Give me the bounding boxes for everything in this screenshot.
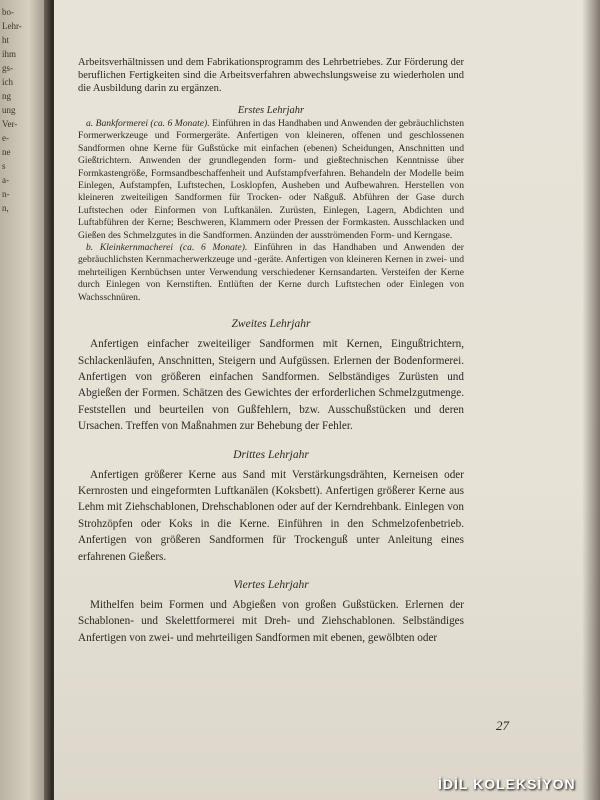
heading-viertes-lehrjahr: Viertes Lehrjahr [233, 578, 309, 591]
lead-kleinkernmacherei: b. Kleinkernmacherei (ca. 6 Monate). [86, 242, 248, 254]
left-page-fragment: ng [2, 91, 11, 101]
left-page-fragment: n, [2, 203, 9, 213]
heading-zweites-lehrjahr: Zweites Lehrjahr [231, 318, 311, 331]
left-page-fragment: ht [2, 35, 10, 45]
paragraph-viertes-lehrjahr: Mithelfen beim Formen und Abgießen von großen Gußstücken. Erlernen der Schablonen- und Skelettformerei mit Dreh- und Ziehschablonen. Selbständiges Anfertigen von zwei- und mehrteiligen Sandformen mit ebenen, gewölbten oder [78, 598, 464, 644]
paragraph-zweites-lehrjahr: Anfertigen einfacher zweiteiliger Sandformen mit Kernen, Eingußtrichtern, Schlackenläufen, Anschnitten, Steigern und Aufgüssen. Erlernen der Bodenformerei. Anfertigen von größeren einfachen Sandformen. Selbständiges Zurüsten und Abgießen der Formen. Schätzen des Gewichtes der erforderlichen Schmelzgutmenge. Feststellen und beurteilen von Gußfehlern, bzw. Ausschußstücken und deren Ursachen. Treffen von Maßnahmen zur Behebung der Fehler. [78, 338, 464, 433]
paragraph-drittes-lehrjahr: Anfertigen größerer Kerne aus Sand mit Verstärkungsdrähten, Kerneisen oder Kernrosten und eingeformten Luftkanälen (Koksbett). Anfertigen größerer Kerne aus Lehm mit Ziehschablonen, Drehschablonen oder auf der Kerndrehbank. Einlegen von Strohzöpfen oder Koks in die Kerne. Einführen in den Schmelzofenbetrieb. Anfertigen von größeren Sandformen für Trockenguß unter Anleitung eines erfahrenen Gießers. [78, 468, 464, 563]
paragraph-kleinkernmacherei [78, 242, 464, 304]
left-page-fragment: ihm [2, 49, 17, 59]
left-page-fragment: gs- [2, 63, 13, 73]
left-page-fragment: Lehr- [2, 21, 22, 31]
left-page-fragment: a- [2, 175, 9, 185]
page-edge-shadow [582, 0, 600, 800]
left-page-fragment: Ver- [2, 119, 18, 129]
text-kleinkernmacherei: Einführen in das Handhaben und Anwenden der gebräuchlichsten Kernmacherwerkzeuge und -geräte. Anfertigen von kleineren Kernen in zwei- und mehrteiligen Kernbüchsen unter Verwendung verschiedener Kernsandarten. Versteifen der Kerne durch Einlegen von Kernstiften. Entlüften der Kerne durch Luftstechen oder Einlegen von Wachsschnüren. [78, 242, 464, 303]
heading-erstes-lehrjahr: Erstes Lehrjahr [237, 105, 305, 116]
left-page-fragment: bo- [2, 7, 14, 17]
left-page-fragment: s [2, 161, 6, 171]
left-page-fragment: ich [2, 77, 13, 87]
intro-paragraph: Arbeitsverhältnissen und dem Fabrikationsprogramm des Lehrbetriebes. Zur Förderung der beruflichen Fertigkeiten sind die Arbeitsverfahren abwechslungsweise zu wiederholen und die Ausbildung darin zu ergänzen. [78, 57, 464, 94]
lead-bankformerei: a. Bankformerei (ca. 6 Monate). [86, 118, 210, 129]
paragraph-bankformerei [78, 118, 464, 242]
page-number: 27 [496, 718, 509, 733]
text-bankformerei: Einführen in das Handhaben und Anwenden der gebräuchlichsten Formerwerkzeuge und Formergeräte. Anfertigen von kleineren, offenen und geschlossenen Sandformen ohne Kerne für Gußstücke mit einfachen (ebenen) Scheidungen, Anschnitten und Gießtrichtern. Anwenden der grundlegenden form- und gießtechnischen Kenntnisse über Formkastengröße, Formsandbeschaffenheit und Aufstampfverfahren. Behandeln der Modelle beim Einlegen, Aufstampfen, Luftstechen, Losklopfen, Ausheben und Aufbewahren. Herstellen von kleineren zweiteiligen Sandformen für Trocken- oder Naßguß. Abführen der Gase durch Luftstechen oder Einformen von Luftkanälen. Zurüsten, Einlegen, Lagern, Abdichten und Luftabführen der Kerne; Beschweren, Klammern oder Pressen der Formkasten. Ausschlacken und Gießen des Schmelzgutes in die Sandformen. Anzünden der ausströmenden Form- und Kerngase. [78, 118, 465, 241]
watermark-text: İDİL KOLEKSİYON [438, 776, 576, 792]
left-page-fragment: ne [2, 147, 11, 157]
heading-drittes-lehrjahr: Drittes Lehrjahr [233, 448, 309, 461]
page-content [78, 56, 464, 646]
left-page-fragment: e- [2, 133, 9, 143]
left-page-fragment: n- [2, 189, 10, 199]
left-page-fragment: ung [2, 105, 16, 115]
